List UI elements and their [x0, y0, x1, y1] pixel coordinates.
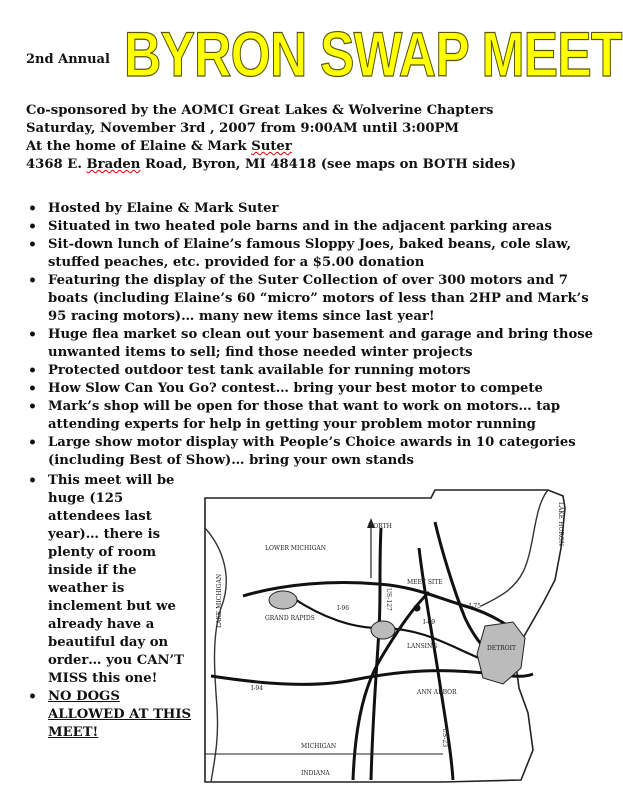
list-item: • Featuring the display of the Suter Collection of over 300 motors and 7 boats (including Elaine’s 60 “micro” motors of less than 2HP and Mark’s 95 racing motors)… many new items since last year!	[24, 272, 602, 326]
date-line: Saturday, November 3rd , 2007 from 9:00AM until 3:00PM	[26, 121, 460, 136]
list-item: • Mark’s shop will be open for those that want to work on motors… tap attending experts for help in getting your problem motor running	[24, 398, 602, 434]
grand-rapids-marker	[269, 591, 297, 609]
label-lake-huron: LAKE HURON	[557, 502, 564, 547]
label-indiana: INDIANA	[301, 770, 330, 777]
left-column	[24, 472, 196, 742]
cosponsor-line: Co-sponsored by the AOMCI Great Lakes & Wolverine Chapters	[26, 103, 494, 118]
label-i96: I-96	[337, 605, 350, 612]
list-item: • Large show motor display with People’s Choice awards in 10 categories (including Best of Show)… bring your own stands	[24, 434, 602, 470]
map-svg	[203, 488, 603, 788]
label-meet-site: MEET SITE	[407, 579, 443, 586]
meet-site-marker	[414, 605, 421, 612]
host-line	[26, 138, 606, 156]
label-lansing: LANSING	[407, 643, 438, 650]
page-title: BYRON SWAP MEET	[124, 20, 622, 90]
no-dogs-note: • NO DOGS ALLOWED AT THIS MEET!	[24, 688, 196, 742]
address-prefix: 4368 E.	[26, 157, 87, 172]
address-street: Braden	[86, 157, 141, 172]
list-item: • Sit-down lunch of Elaine’s famous Sloppy Joes, baked beans, cole slaw, stuffed peaches, etc. provided for a $5.00 donation	[24, 236, 602, 272]
host-name: Suter	[251, 139, 292, 154]
label-i94: I-94	[251, 685, 264, 692]
label-detroit: DETROIT	[487, 645, 517, 652]
label-lake-michigan: LAKE MICHIGAN	[216, 573, 223, 628]
address-suffix: Road, Byron, MI 48418 (see maps on BOTH sides)	[140, 157, 517, 172]
lansing-marker	[371, 621, 395, 639]
host-prefix: At the home of Elaine & Mark	[26, 139, 252, 154]
address-line	[26, 156, 606, 174]
intro-block	[26, 102, 606, 174]
label-lower-michigan: LOWER MICHIGAN	[265, 545, 326, 552]
label-i69: I-69	[423, 619, 436, 626]
label-michigan: MICHIGAN	[301, 743, 337, 750]
features-list	[24, 200, 602, 470]
label-ann-arbor: ANN ARBOR	[417, 689, 457, 696]
list-item: • Huge flea market so clean out your basement and garage and bring those unwanted items to sell; find those needed winter projects	[24, 326, 602, 362]
pre-title: 2nd Annual	[26, 52, 110, 67]
list-item: • Hosted by Elaine & Mark Suter	[24, 200, 602, 218]
label-north: NORTH	[368, 523, 392, 530]
directions-map	[203, 488, 603, 788]
list-item: • How Slow Can You Go? contest… bring your best motor to compete	[24, 380, 602, 398]
label-us127: US-127	[385, 588, 392, 611]
attendance-note: • This meet will be huge (125 attendees last year)… there is plenty of room inside if the weather is inclement but we already have a beautiful day on order… you CAN’T MISS this one!	[24, 472, 196, 688]
label-grand-rapids: GRAND RAPIDS	[265, 615, 315, 622]
list-item: • Protected outdoor test tank available for running motors	[24, 362, 602, 380]
label-i75: I-75	[469, 603, 482, 610]
list-item: • Situated in two heated pole barns and in the adjacent parking areas	[24, 218, 602, 236]
label-us23: US-23	[441, 728, 448, 748]
